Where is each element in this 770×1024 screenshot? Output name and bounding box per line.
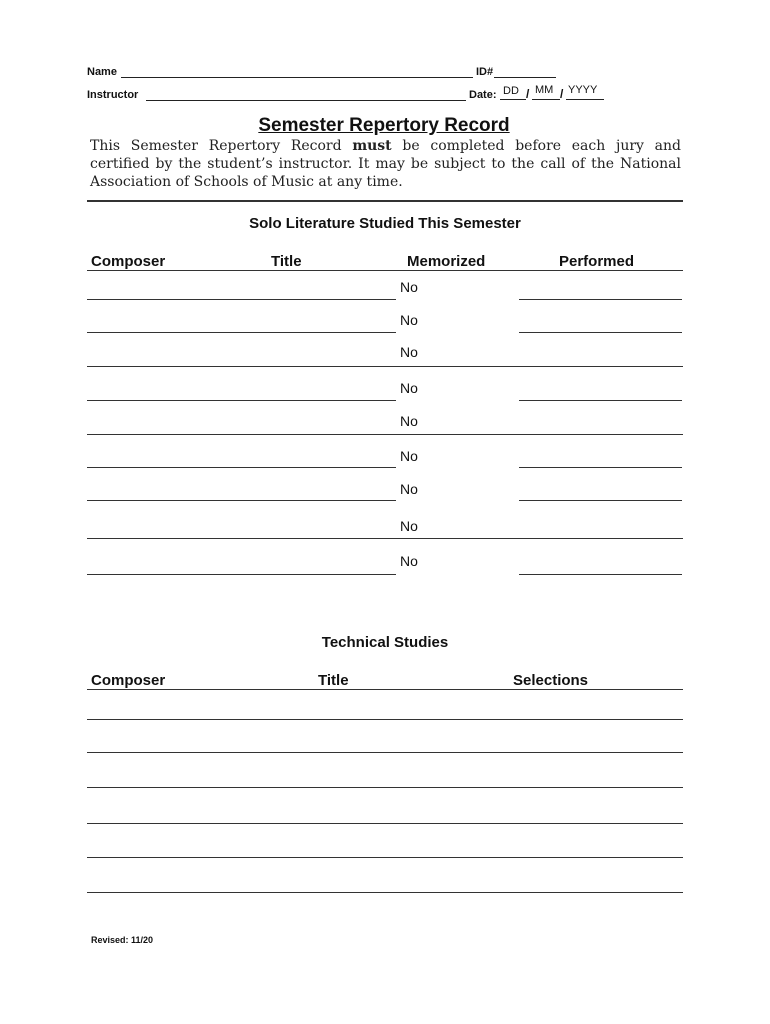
solo-section-heading: Solo Literature Studied This Semester (249, 215, 521, 232)
technical-section-heading: Technical Studies (321, 634, 449, 651)
solo-row-2-memorized[interactable]: No (400, 312, 418, 328)
solo-row-9-memorized[interactable]: No (400, 553, 418, 569)
solo-row-5-memorized[interactable]: No (400, 413, 418, 429)
solo-row-5-entry-line[interactable] (87, 434, 683, 435)
solo-row-3-entry-line[interactable] (87, 366, 683, 367)
technical-row-line[interactable] (87, 752, 683, 753)
revised-date: Revised: 11/20 (91, 935, 154, 945)
technical-row-line[interactable] (87, 857, 683, 858)
intro-text-end: be completed before each jury and certified by the student’s instructor. It may be subject to the call of the National Association of Schools of Music at any time. (90, 138, 681, 190)
technical-row-line[interactable] (87, 719, 683, 720)
solo-row-4-entry-line[interactable] (87, 400, 396, 401)
solo-row-7-performed-line[interactable] (519, 500, 682, 501)
solo-row-8-memorized[interactable]: No (400, 518, 418, 534)
solo-row-4-performed-line[interactable] (519, 400, 682, 401)
date-separator: / (526, 87, 530, 101)
date-label: Date: (469, 89, 497, 101)
technical-selections-header: Selections (513, 672, 589, 689)
name-field[interactable] (121, 67, 473, 78)
solo-memorized-header: Memorized (407, 253, 486, 270)
date-day-placeholder: DD (503, 85, 519, 97)
solo-row-3-memorized[interactable]: No (400, 344, 418, 360)
solo-row-4-memorized[interactable]: No (400, 380, 418, 396)
solo-row-6-entry-line[interactable] (87, 467, 396, 468)
technical-composer-header: Composer (91, 672, 166, 689)
date-year-placeholder: YYYY (568, 84, 598, 96)
solo-row-9-performed-line[interactable] (519, 574, 682, 575)
technical-row-line[interactable] (87, 892, 683, 893)
date-month-field[interactable] (532, 84, 560, 100)
solo-row-9-entry-line[interactable] (87, 574, 396, 575)
solo-row-6-performed-line[interactable] (519, 467, 682, 468)
solo-row-2-performed-line[interactable] (519, 332, 682, 333)
solo-row-7-memorized[interactable]: No (400, 481, 418, 497)
id-label: ID# (476, 66, 494, 78)
solo-performed-header: Performed (559, 253, 635, 270)
solo-header-rule (87, 270, 683, 271)
solo-composer-header: Composer (91, 253, 166, 270)
solo-row-1-performed-line[interactable] (519, 299, 682, 300)
technical-row-line[interactable] (87, 787, 683, 788)
solo-row-6-memorized[interactable]: No (400, 448, 418, 464)
technical-title-header: Title (318, 672, 349, 689)
solo-title-header: Title (271, 253, 302, 270)
solo-row-1-memorized[interactable]: No (400, 279, 418, 295)
intro-text-start: This Semester Repertory Record (90, 138, 353, 154)
date-year-field[interactable] (566, 84, 604, 100)
instructor-field[interactable] (146, 89, 466, 101)
solo-row-1-entry-line[interactable] (87, 299, 396, 300)
solo-row-8-entry-line[interactable] (87, 538, 683, 539)
document-title: Semester Repertory Record (258, 115, 510, 136)
solo-row-2-entry-line[interactable] (87, 332, 396, 333)
technical-row-line[interactable] (87, 823, 683, 824)
intro-paragraph (90, 137, 681, 191)
date-month-placeholder: MM (535, 84, 554, 96)
date-separator: / (560, 87, 564, 101)
name-label: Name (87, 66, 117, 78)
section-divider (87, 200, 683, 202)
id-field[interactable] (494, 67, 556, 78)
date-day-field[interactable] (500, 85, 526, 100)
instructor-label: Instructor (87, 89, 139, 101)
solo-row-7-entry-line[interactable] (87, 500, 396, 501)
intro-emphasis: must (352, 138, 392, 154)
technical-header-rule (87, 689, 683, 690)
